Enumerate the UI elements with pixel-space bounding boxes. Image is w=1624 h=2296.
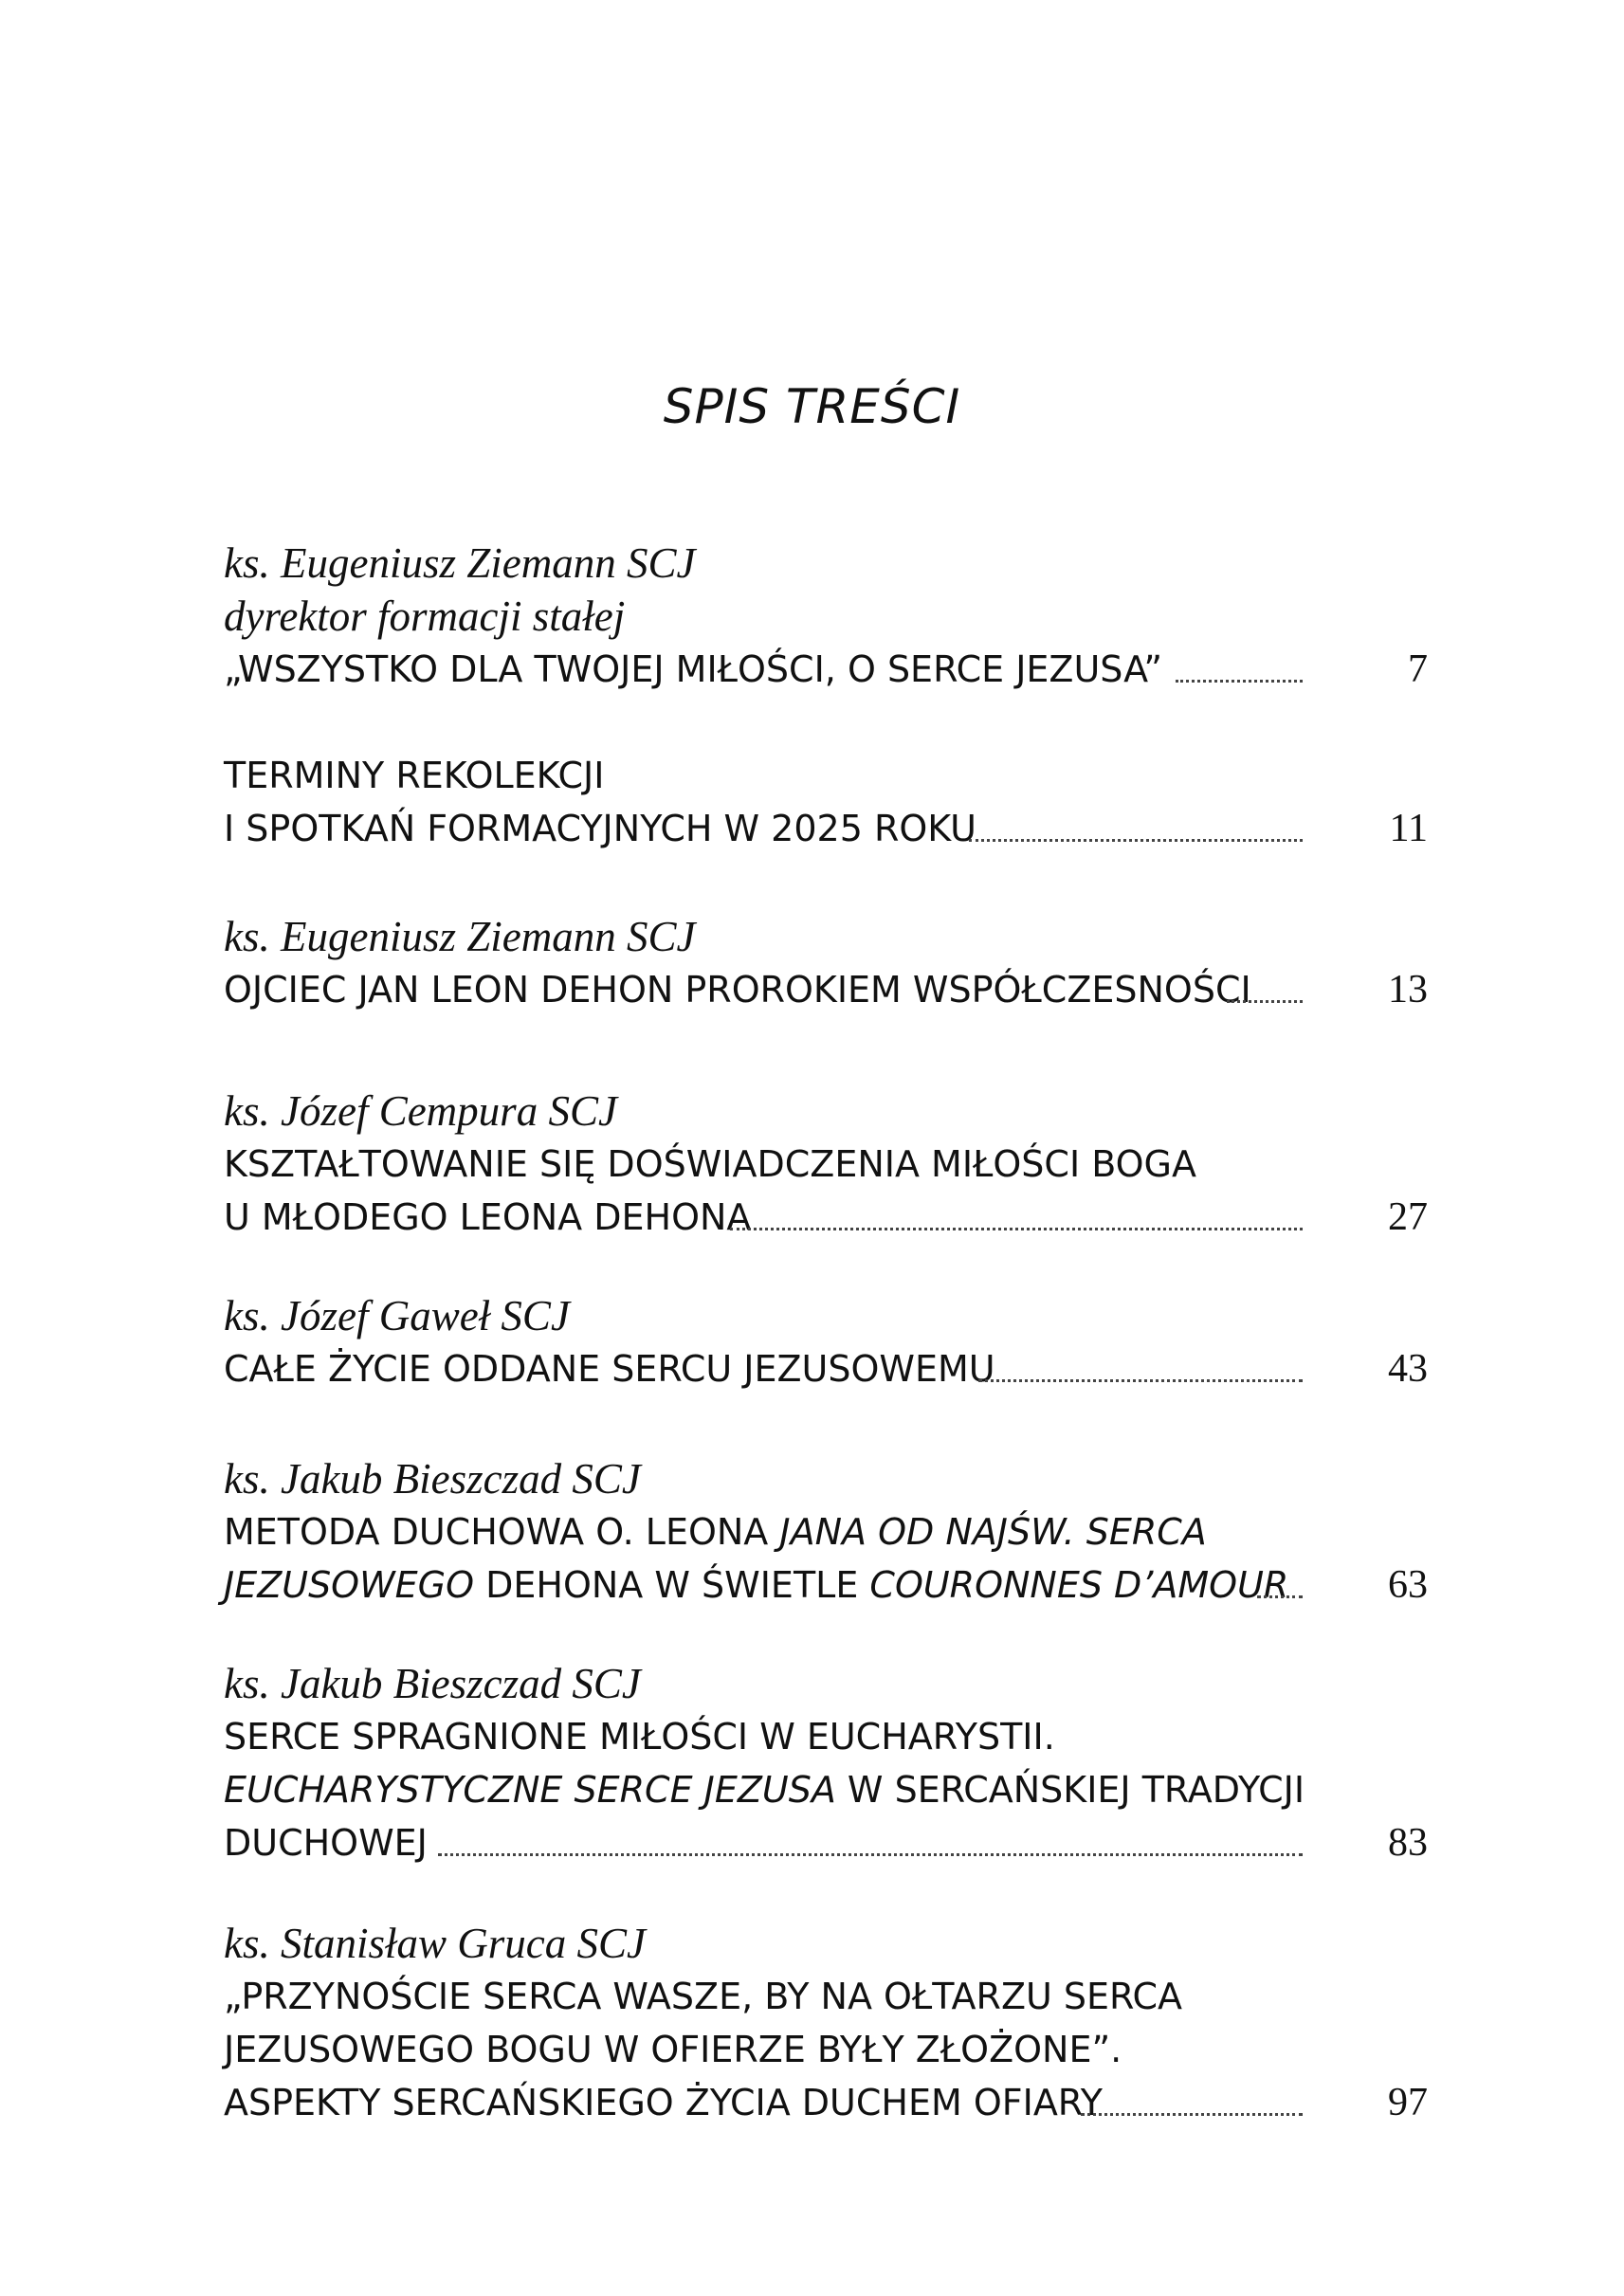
entry-title-text: DUCHOWEJ <box>224 1822 428 1864</box>
entry-title-text: ASPEKTY SERCAŃSKIEGO ŻYCIA DUCHEM OFIARY <box>224 2082 1103 2123</box>
dot-leader <box>438 1853 1303 1856</box>
entry-title-text: U MŁODEGO LEONA DEHONA <box>224 1196 752 1238</box>
toc-entry <box>224 749 1428 855</box>
entry-page-number: 7 <box>1408 647 1428 691</box>
toc-entry <box>224 1917 1428 2129</box>
entry-page-number: 63 <box>1388 1563 1428 1607</box>
entry-title-text: METODA DUCHOWA O. LEONA <box>224 1511 780 1553</box>
entry-title-line <box>224 963 1428 1016</box>
entry-author: ks. Józef Cempura SCJ <box>224 1087 617 1135</box>
dot-leader <box>1176 680 1303 683</box>
entry-page-number: 11 <box>1389 807 1428 850</box>
entry-title-line: JEZUSOWEGO BOGU W OFIERZE BYŁY ZŁOŻONE”. <box>224 2029 1122 2070</box>
toc-entry <box>224 537 1428 696</box>
entry-title-plain: DEHONA W ŚWIETLE <box>474 1564 870 1606</box>
entry-title-italic: JEZUSOWEGO <box>224 1564 475 1606</box>
entry-author-role: dyrektor formacji stałej <box>224 592 626 640</box>
toc-entry <box>224 1657 1428 1869</box>
entry-title-line: SERCE SPRAGNIONE MIŁOŚCI W EUCHARYSTII. <box>224 1716 1055 1758</box>
entry-title-line <box>224 1558 1428 1612</box>
entry-page-number: 97 <box>1388 2081 1428 2124</box>
entry-title-line <box>224 643 1428 696</box>
entry-author: ks. Eugeniusz Ziemann SCJ <box>224 539 696 587</box>
entry-title-line <box>224 1816 1428 1869</box>
dot-leader <box>1081 2113 1303 2116</box>
entry-author: ks. Eugeniusz Ziemann SCJ <box>224 913 696 960</box>
entry-title-line: KSZTAŁTOWANIE SIĘ DOŚWIADCZENIA MIŁOŚCI BOGA <box>224 1143 1196 1185</box>
dot-leader <box>1227 1000 1303 1003</box>
entry-page-number: 27 <box>1388 1195 1428 1239</box>
entry-title-line <box>224 1763 1428 1816</box>
entry-title-text: CAŁE ŻYCIE ODDANE SERCU JEZUSOWEMU <box>224 1348 995 1390</box>
entry-title-italic: COURONNES D’AMOUR <box>869 1564 1289 1606</box>
entry-page-number: 83 <box>1388 1821 1428 1865</box>
entry-title-text <box>224 1564 1288 1606</box>
entry-title-text: „WSZYSTKO DLA TWOJEJ MIŁOŚCI, O SERCE JEZUSA” <box>224 648 1163 690</box>
dot-leader <box>730 1228 1303 1230</box>
entry-title-plain: W SERCAŃSKIEJ TRADYCJI <box>835 1769 1305 1811</box>
toc-entry <box>224 910 1428 1016</box>
dot-leader <box>1257 1595 1303 1598</box>
entry-title-line <box>224 802 1428 855</box>
toc-entry <box>224 1084 1428 1244</box>
entry-title-line <box>224 1505 1428 1558</box>
entry-page-number: 13 <box>1388 968 1428 1011</box>
dot-leader <box>969 839 1303 842</box>
entry-title-line: TERMINY REKOLEKCJI <box>224 755 605 796</box>
toc-entry <box>224 1289 1428 1395</box>
entry-author: ks. Jakub Bieszczad SCJ <box>224 1455 641 1503</box>
entry-author: ks. Józef Gaweł SCJ <box>224 1292 570 1339</box>
entry-title-line <box>224 2076 1428 2129</box>
entry-title-text: OJCIEC JAN LEON DEHON PROROKIEM WSPÓŁCZESNOŚCI <box>224 969 1251 1011</box>
entry-title-line <box>224 1342 1428 1395</box>
entry-title-text: I SPOTKAŃ FORMACYJNYCH W 2025 ROKU <box>224 808 976 849</box>
entry-title-italic: JANA OD NAJŚW. SERCA <box>779 1511 1207 1553</box>
entry-title-italic: EUCHARYSTYCZNE SERCE JEZUSA <box>224 1769 836 1811</box>
toc-entry <box>224 1452 1428 1612</box>
entry-title-line: „PRZYNOŚCIE SERCA WASZE, BY NA OŁTARZU SERCA <box>224 1976 1183 2017</box>
entry-page-number: 43 <box>1388 1347 1428 1391</box>
page-title: SPIS TREŚCI <box>663 379 961 434</box>
dot-leader <box>978 1379 1303 1382</box>
entry-author: ks. Jakub Bieszczad SCJ <box>224 1660 641 1707</box>
entry-title-line <box>224 1191 1428 1244</box>
entry-author: ks. Stanisław Gruca SCJ <box>224 1920 646 1967</box>
